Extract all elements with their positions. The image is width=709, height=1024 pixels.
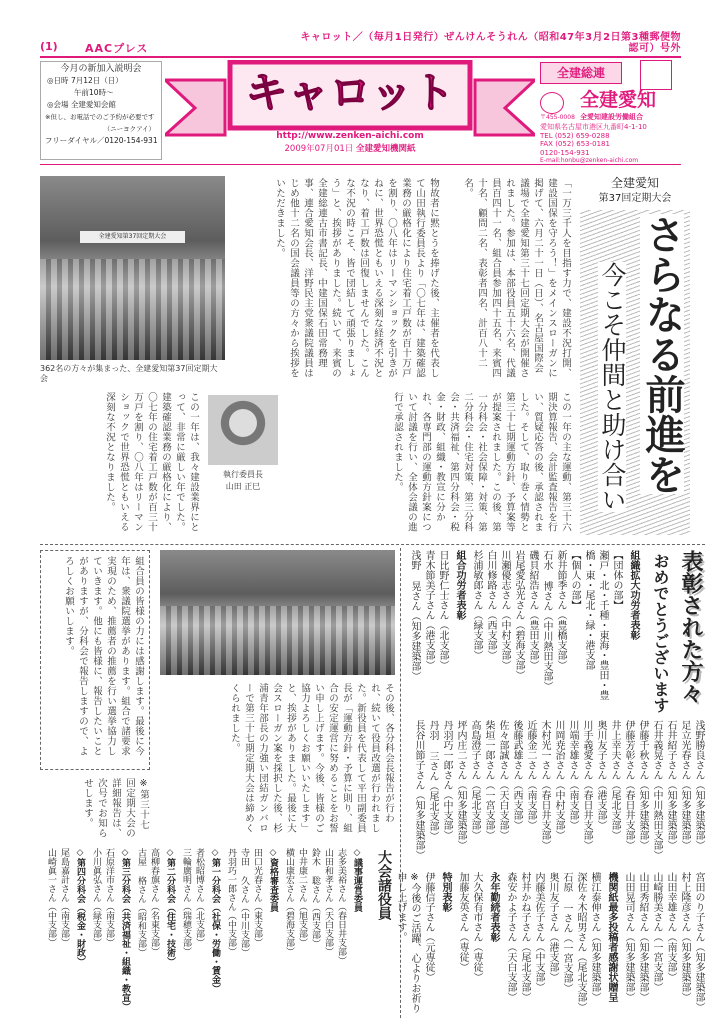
org-name: 全建愛知: [580, 89, 657, 111]
chairman-portrait: [208, 395, 278, 465]
divider: [40, 544, 705, 545]
officer-item: 者松昭博さん（北支部）: [194, 848, 204, 947]
officer-item: 小川眞弘さん（緑支部）: [91, 848, 101, 947]
honoree-item: 坪内庄二さん（知多建築部）: [455, 720, 466, 850]
officer-item: 山田和孝さん（天白支部）: [323, 848, 333, 956]
officers-note: ※第三十七回定期大会の詳細報告は、次号でお知らせします。: [82, 778, 149, 838]
honoree-item: 後藤武雄さん（西支部）: [511, 720, 522, 830]
honoree-item: 丹羽巧一郎さん（中支部）: [441, 720, 452, 840]
officer-item: 石原洋市さん（南支部）: [104, 848, 114, 947]
honoree-item: 佐々部誠さん（天白支部）: [497, 720, 508, 840]
headline-sub: 今こそ仲間と助け合い: [598, 262, 627, 512]
info-box-title: 今月の新加入説明会: [60, 64, 142, 74]
honoree-item: 近藤金二さん（南支部）: [525, 720, 536, 830]
honoree-item: 磯貝紹浩さん（豊田支部）: [527, 550, 538, 670]
header-rule: [40, 56, 681, 58]
honoree-item: 木村光一さん（春日井支部）: [539, 720, 550, 850]
officer-item: 寺田 久さん（中川支部）: [239, 848, 249, 957]
officer-item: 山崎眞一さん（中支部）: [46, 848, 56, 947]
honoree-item: 深佐々木昭男さん（尾北支部）: [575, 872, 586, 1012]
officer-item: 古屋 格さん（昭和支部）: [136, 848, 146, 957]
masthead-line: キャロット／（毎月1日発行）ぜんけんそうれん（昭和47年3月2日第3種郵便物認可）号外: [300, 32, 681, 54]
honoree-item: 大久保有市さん（専従）: [471, 872, 482, 982]
address: 愛知県名古屋市港区九番町4-1-10: [540, 123, 647, 131]
honoree-item: 瀬戸・北・千種・東海・豊田・豊橋・東・尾北・緑・港支部: [583, 550, 608, 700]
officers-group-heading: ◇第一分科会（社保・労働・賃金）: [210, 848, 220, 993]
honoree-item: 青木節美子さん（港支部）: [423, 550, 434, 670]
honoree-item: 伊藤芳彰さん（春日井支部）: [623, 720, 634, 850]
date-value: 7月12日（日）: [70, 76, 123, 85]
chairman-text: この一年は、我々建設業界にとって、非常に厳しい年でした。建築確認業務の厳格化により、〇七年の住宅着工戸数が百三十万戸を割り、〇八年はリーマンショックで世界恐慌ともいえる深刻な不況となりました。: [104, 392, 199, 532]
honoree-item: 伊藤千秋さん（知多建築部）: [637, 720, 648, 850]
column-box: [40, 550, 150, 770]
honoree-item: 川端幸雄さん（南支部）: [567, 720, 578, 830]
honoree-item: 川手義愛さん（春日井支部）: [581, 720, 592, 850]
honoree-item: 内藤美佐子さん（中支部）: [533, 872, 544, 992]
honoree-item: 村井かね子さん（尾北支部）: [519, 872, 530, 1002]
honoree-item: 山田幸雄さん（南支部）: [665, 872, 676, 982]
honors-title: 表彰された方々: [678, 550, 704, 704]
honoree-item: 【個人の部】: [569, 550, 580, 610]
honoree-item: 石井義晃さん（中川熱田支部）: [651, 720, 662, 860]
info-box: [40, 61, 162, 160]
officer-item: 高柳春旗さん（名東支部）: [149, 848, 159, 956]
honoree-item: 足立光春さん（知多建築部）: [679, 720, 690, 850]
honoree-item: 高島澄子さん（尾北支部）: [469, 720, 480, 840]
officer-item: 丹羽巧一郎さん（中支部）: [226, 848, 236, 956]
honoree-item: 奥川友子さん（港支部）: [595, 720, 606, 830]
honoree-item: 岩尾愛弘光さん（碧海支部）: [513, 550, 524, 680]
officer-item: 中井康二さん（旭支部）: [297, 848, 307, 947]
honoree-item: 井上幸夫さん（尾北支部）: [609, 720, 620, 840]
honoree-item: 山田秀紹さん（知多建築部）: [637, 872, 648, 1002]
officers-group-heading: ◇第三分科会（共済福祉・組織・教宣）: [120, 848, 130, 1011]
honoree-item: 石水 博さん（中川熱田支部）: [541, 550, 552, 691]
honoree-item: 白川修路さん（西支部）: [485, 550, 496, 660]
date-label: ◎日時: [47, 76, 69, 85]
honoree-item: 長谷川節子さん（知多建築部）: [413, 720, 424, 860]
email: E-mail:honbu@zenken-aichi.com: [540, 157, 639, 164]
honors-section-heading: 永年勤続者表彰: [488, 872, 499, 942]
officers-group-heading: ◇資格審査委員: [268, 848, 278, 912]
chairman-title: 執行委員長: [223, 470, 263, 479]
honoree-item: 石原 一さん（一宮支部）: [561, 872, 572, 993]
officer-item: 尾島嘉計さん（南支部）: [59, 848, 69, 947]
honoree-item: 山田晃司さん（知多建築部）: [623, 872, 634, 1002]
honoree-item: 柴垣一郎さん（一宮支部）: [483, 720, 494, 840]
column-text: 組合員の皆様の力には感謝します。最後に今年は、衆議院選挙があります。組合で諸要求実現のため、推薦者の推薦を行い選挙協力していきます。他にも皆様に、報告したいことがありますが、分科会で報告しますので、よろしくお願いします。: [63, 556, 144, 756]
honors-list: [405, 550, 643, 705]
honoree-item: 日比野仁士さん（北支部）: [437, 550, 448, 670]
honoree-item: 【団体の部】: [611, 550, 622, 610]
officers-list: [40, 848, 366, 1016]
honoree-item: 新井節季さん（豊橋支部）: [555, 550, 566, 670]
article-paragraph-1: 物故者に黙とうを捧げた後、主催者を代表して山田執行委員長より「〇七年は、建築確認業務の厳格化により住宅着工戸数が百十万戸を割り、〇八年はリーマンショックを引きがねに、世界恐慌ともいえる深刻な経済不況となり、着工戸数は回復しませんでした。こんな不況の時こそ、皆で団結して頑張りましょう」と、挨拶がありました。続いて、来賓の全建総連古市書記長、中建国保石田常務理事、連合愛知会長、洋野民主党衆議院議員はじめ他十二名の国会議員等の方々から挨拶をいただきました。: [274, 178, 439, 378]
headline-main: さらなる前進を: [639, 214, 685, 494]
honoree-item: 宮田のり子さん（知多建築部）: [693, 872, 704, 1012]
officer-item: 鈴木 聡さん（西支部）: [310, 848, 320, 948]
venue-value: 全建愛知会館: [70, 100, 116, 109]
tel: TEL (052) 659-0288: [540, 131, 610, 140]
issue-date: 2009年07月01日: [284, 144, 354, 154]
honoree-item: 山崎勝美さん（一宮支部）: [651, 872, 662, 992]
reservation-note: ※但し、お電話でのご予約が必要です: [45, 113, 155, 121]
officer-item: 三輪廣明さん（瑞穂支部）: [181, 848, 191, 956]
venue-label: ◎会場: [47, 100, 69, 109]
mascot-icon: [540, 92, 564, 114]
honoree-item: 石井紹子さん（知多建築部）: [665, 720, 676, 850]
officers-group-heading: ◇議事運営委員: [352, 848, 362, 912]
officers-group-heading: ◇第四分科会（税金・財政）: [75, 848, 85, 966]
page-number: (1): [40, 40, 58, 53]
honors-list-3: [395, 872, 705, 1018]
honoree-item: ※今後のご活躍、心よりお祈り申し上げます。: [395, 872, 420, 1013]
time-value: 午前10時〜: [74, 88, 114, 97]
honoree-item: 浅野勝良さん（知多建築部）: [693, 720, 704, 850]
org-info: [540, 60, 685, 164]
honors-section-heading: 特別表彰: [440, 872, 451, 912]
officer-item: 田口光春さん（東支部）: [252, 848, 262, 947]
honoree-item: 奥川友子さん（港支部）: [547, 872, 558, 982]
honors-subtitle: おめでとうございます: [651, 553, 670, 713]
fax: FAX (052) 653-0181: [540, 140, 610, 148]
honoree-item: 川瀬優志さん（中村支部）: [499, 550, 510, 670]
officers-group-heading: ◇第二分科会（住宅・技術）: [165, 848, 175, 966]
website-url: http://www.zenken-aichi.com: [276, 131, 424, 141]
stage-sign: 全建愛知第37回定期大会: [80, 231, 185, 243]
reservation-note-2: （ニーヨクアイ）: [103, 125, 155, 133]
honoree-item: 横江泰伸さん（知多建築部）: [589, 872, 600, 1002]
lead-paragraph: 「一万三千人を目指す力で、建設不況打開、建設国保を守ろう！」をメインスローガンに掲げて、六月二十一日（日）、名古屋国際会議場で全建愛知第三十七回定期大会が開催されました。参加は、本部役員五十六名、代議員百四十一名、組合員参加四十五名、来賓四十名、顧問二名、表彰者四名、計百八十二名。: [462, 178, 571, 378]
header-bottom-rule: [40, 164, 681, 165]
honors-list-2: [405, 720, 705, 868]
freedial: フリーダイヤル／0120-154-931: [45, 136, 158, 145]
honors-section-heading: 組織拡大功労者表彰: [628, 550, 639, 640]
honors-section-heading: 機関紙最多投稿者感謝状贈呈: [606, 872, 617, 1002]
masthead-banner: [165, 60, 535, 160]
headline-kicker-2: 第37回定期大会: [598, 193, 672, 204]
org-freedial: 0120-154-931: [540, 148, 590, 157]
postal-code: 〒455-0008: [540, 114, 575, 121]
officer-item: 横山康宏さん（碧海支部）: [284, 848, 294, 956]
honoree-item: 杉浦敏郎さん（緑支部）: [471, 550, 482, 660]
honoree-item: 丹羽 三さん（尾北支部）: [427, 720, 438, 841]
zenken-soren-logo: 全建総連: [540, 62, 622, 84]
honoree-item: 浅野 晃さん（知多建築部）: [409, 550, 420, 681]
officer-item: 志多美裕さん（春日井支部）: [336, 848, 346, 965]
publisher-name: AACプレス: [85, 42, 149, 55]
honors-section-heading: 組合功労者表彰: [454, 550, 465, 620]
honoree-item: 村上隆彦さん（知多建築部）: [679, 872, 690, 1002]
masthead-title: キャロット: [245, 68, 455, 117]
organ-name: 全建愛知機関紙: [355, 144, 416, 154]
emblem-icon: [640, 60, 672, 90]
org-full-name: 全愛知建設労働組合: [580, 113, 643, 121]
honoree-item: 伊藤信子さん（元専従）: [423, 872, 434, 982]
photo-caption: 362名の方々が集まった、全建愛知第37回定期大会: [40, 364, 218, 383]
officers-title: 大会諸役員: [376, 850, 392, 920]
honoree-item: 川岡尭治さん（中村支部）: [553, 720, 564, 840]
chairman-name: 山田 正巳: [225, 482, 261, 491]
group-photo: [160, 550, 395, 675]
honoree-item: 森安かよ子さん（天白支部）: [505, 872, 516, 1002]
convention-photo: [40, 176, 225, 360]
headline-kicker-1: 全建愛知: [610, 176, 659, 190]
article-paragraph-3: その後、各分科会長報告が行われ、続いて役員改選が行われました。新役員を代表して平田副委員長が「運動方針・予算に則り、組合の安定運営に努めることをお誓い申し上げます。今後、皆様のご協力よろしくお願いいたします」と、挨拶がありました。最後に大会スローガン案を採択した後、杉浦青年部長の力強い団結ガンバローで第三十七期定期大会は締めくくられました。: [229, 683, 394, 833]
article-paragraph-2: この一年の主な運動、第三十六期決算報告、会計監査報告を行い、質疑応答の後、承認されました。そして、取り巻く情勢と第三十七期運動方針、予算案等が提案されました。この後、第一分科会・社会保障・対策、第二分科会・住宅対策、第三分科会・共済福祉、第四分科会・税金・財政、組織・教宣に分かれ、各専門部の運動方針案について討議を行い、全体会議の進行で承認されました。: [392, 392, 571, 532]
honoree-item: 加藤友英さん（専従）: [457, 872, 468, 972]
